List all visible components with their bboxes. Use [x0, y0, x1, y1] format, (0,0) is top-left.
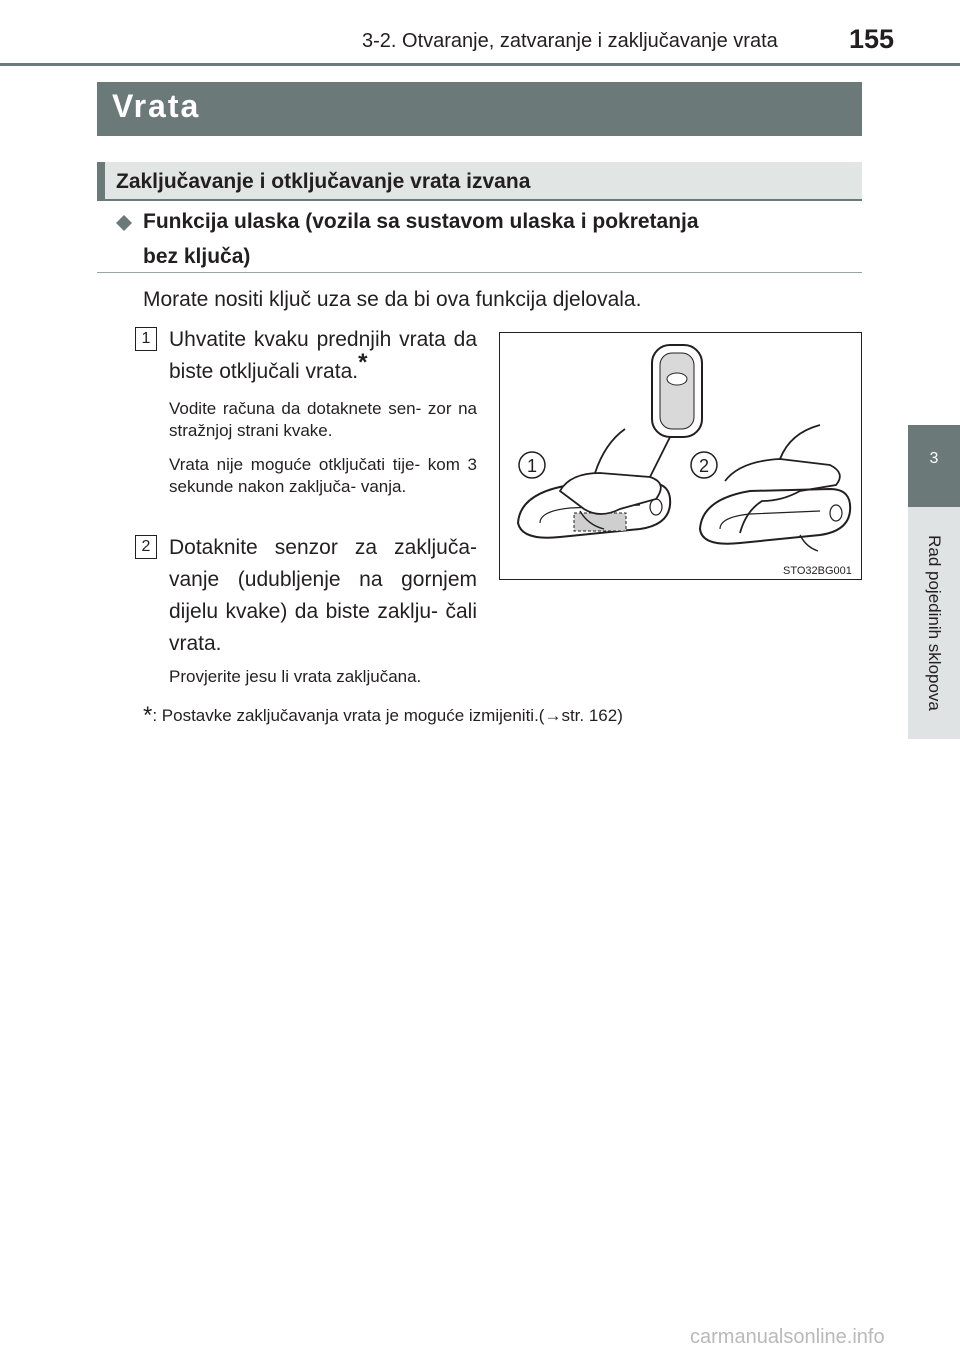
- diamond-bullet-icon: [116, 215, 132, 231]
- feature-rule: [97, 272, 862, 273]
- footnote: [143, 702, 623, 730]
- watermark: carmanualsonline.info: [690, 1326, 885, 1348]
- callout-2-label: 2: [698, 456, 710, 476]
- figure-code: STO32BG001: [783, 565, 852, 577]
- subheading: Zaključavanje i otključavanje vrata izvana: [116, 170, 531, 193]
- subheading-accent: [97, 162, 105, 200]
- feature-heading-line2: bez ključa): [143, 245, 251, 268]
- subheading-underline: [97, 199, 862, 201]
- header-rule: [0, 63, 960, 66]
- step-1-note-1: Vodite računa da dotaknete sen- zor na stražnjoj strani kvake.: [169, 399, 477, 440]
- door-handle-illustration: [499, 332, 862, 580]
- page-number: 155: [848, 24, 894, 54]
- step-1-footnote-marker: *: [358, 349, 368, 376]
- step-1-note-2: Vrata nije moguće otključati tije- kom 3 sekunde nakon zaključa- vanja.: [169, 455, 477, 496]
- step-1-text: [169, 324, 477, 388]
- feature-heading-line1: Funkcija ulaska (vozila sa sustavom ulaska i pokretanja: [143, 210, 699, 233]
- step-2-note: Provjerite jesu li vrata zaključana.: [169, 667, 422, 686]
- title-bar: [97, 82, 862, 136]
- step-number-1: 1: [135, 327, 157, 351]
- page-title: Vrata: [112, 88, 201, 124]
- chapter-number: 3: [929, 450, 939, 467]
- step-1-body: Uhvatite kvaku prednjih vrata da biste otključali vrata.: [169, 328, 477, 383]
- chapter-label: Rad pojedinih sklopova: [925, 535, 944, 711]
- footnote-text: : Postavke zaključavanja vrata je moguće izmijeniti.(→str. 162): [152, 706, 623, 725]
- door-handle-drawing: [500, 333, 861, 579]
- step-2-text: Dotaknite senzor za zaključa- vanje (udubljenje na gornjem dijelu kvake) da biste zaklju- čali vrata.: [169, 536, 477, 655]
- front-door-handle-right: [700, 425, 850, 551]
- running-header: 3-2. Otvaranje, zatvaranje i zaključavanje vrata: [362, 30, 778, 52]
- feature-intro: Morate nositi ključ uza se da bi ova funkcija djelovala.: [143, 288, 642, 311]
- smart-key-icon: [652, 345, 702, 437]
- callout-1-label: 1: [526, 456, 538, 476]
- front-door-handle-left: [518, 429, 670, 538]
- step-number-2: 2: [135, 535, 157, 559]
- footnote-marker: *: [143, 702, 153, 729]
